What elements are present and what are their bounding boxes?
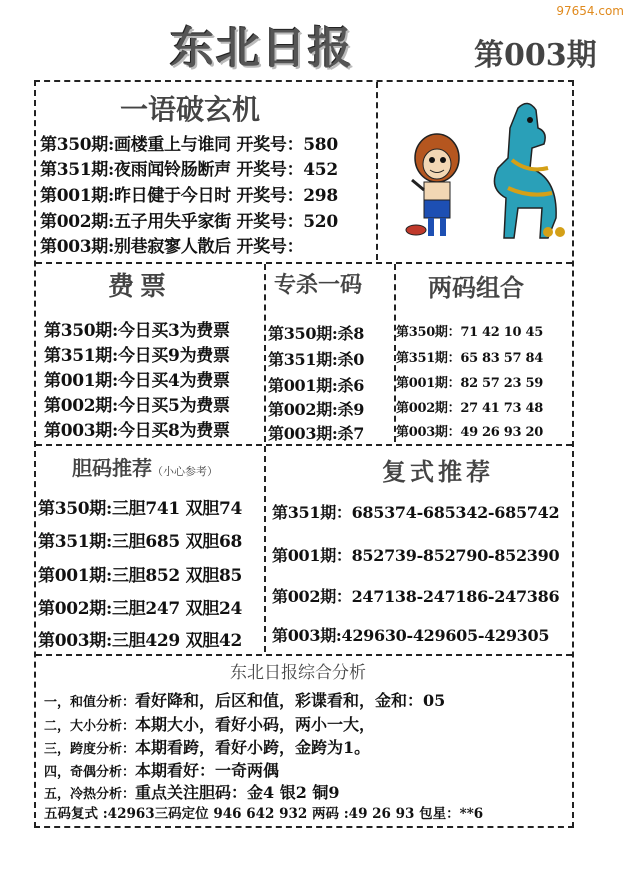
analysis-label: 五，冷热分析： (44, 787, 136, 802)
kill-row: 第003期:杀7 (268, 424, 365, 443)
section-divider (36, 654, 572, 656)
riddle-row: 第002期:五子用失乎家街 开奖号：520 (40, 212, 338, 232)
analysis-line (44, 780, 340, 803)
gallbladder-title-text: 胆码推荐 (72, 456, 152, 480)
analysis-text: 重点关注胆码：金4 银2 铜9 (135, 783, 340, 802)
riddle-row: 第003期:别巷寂寥人散后 开奖号： (40, 237, 304, 257)
section-divider (36, 444, 572, 446)
freeticket-row: 第002期:今日买5为费票 (44, 396, 230, 416)
issue-number: 第003期 (474, 38, 597, 73)
freeticket-row: 第001期:今日买4为费票 (44, 371, 230, 391)
analysis-footer: 五码复式 :42963三码定位 946 642 932 两码 :49 26 93 包星：**6 (44, 806, 484, 822)
analysis-label: 一，和值分析： (44, 695, 136, 710)
twocode-row: 第351期：65 83 57 84 (396, 351, 543, 366)
gallbladder-row: 第351期:三胆685 双胆68 (38, 532, 243, 552)
page-title: 东北日报 (170, 23, 354, 74)
twocode-row: 第002期：27 41 73 48 (396, 401, 543, 416)
analysis-line (44, 735, 370, 758)
analysis-text: 本期看跨，看好小跨，金跨为1。 (135, 738, 371, 757)
twocode-row: 第350期：71 42 10 45 (396, 325, 543, 340)
gallbladder-row: 第350期:三胆741 双胆74 (38, 499, 243, 519)
twocode-title: 两码组合 (428, 273, 524, 302)
divider-kill (264, 264, 266, 442)
analysis-label: 三，跨度分析： (44, 742, 136, 757)
twocode-row: 第001期：82 57 23 59 (396, 376, 543, 391)
analysis-label: 四，奇偶分析： (44, 765, 136, 780)
gallbladder-row: 第003期:三胆429 双胆42 (38, 631, 243, 651)
kill-row: 第002期:杀9 (268, 400, 365, 419)
gallbladder-note: （小心参考） (152, 465, 218, 478)
divider-compound (264, 446, 266, 652)
riddle-row: 第350期:画楼重上与谁同 开奖号：580 (40, 135, 338, 155)
twocode-row: 第003期：49 26 93 20 (396, 425, 543, 440)
kill-row: 第351期:杀0 (268, 350, 365, 369)
site-watermark: 97654.com (556, 4, 624, 18)
analysis-label: 二，大小分析： (44, 719, 136, 734)
gallbladder-row: 第001期:三胆852 双胆85 (38, 566, 243, 586)
riddle-title: 一语破玄机 (120, 93, 261, 126)
kill-row: 第350期:杀8 (268, 324, 365, 343)
freeticket-title: 费票 (108, 272, 173, 302)
gallbladder-title (72, 452, 218, 481)
compound-row: 第351期：685374-685342-685742 (272, 503, 560, 522)
kill-title: 专杀一码 (274, 272, 363, 298)
gallbladder-row: 第002期:三胆247 双胆24 (38, 599, 243, 619)
riddle-divider (376, 82, 378, 260)
analysis-text: 看好降和，后区和值，彩谍看和，金和：05 (135, 691, 446, 710)
analysis-text: 本期看好：一奇两偶 (135, 761, 280, 780)
analysis-line (44, 758, 279, 781)
analysis-line (44, 688, 445, 711)
analysis-line (44, 712, 375, 735)
analysis-text: 本期大小，看好小码，两小一大， (135, 715, 376, 734)
compound-title: 复式推荐 (382, 457, 494, 486)
analysis-title: 东北日报综合分析 (230, 663, 366, 683)
compound-row: 第003期:429630-429605-429305 (272, 626, 550, 645)
riddle-row: 第001期:昨日健于今日时 开奖号：298 (40, 186, 338, 206)
kill-row: 第001期:杀6 (268, 376, 365, 395)
freeticket-row: 第350期:今日买3为费票 (44, 321, 230, 341)
bronze-bird-illustration (478, 98, 570, 248)
monkey-illustration (402, 120, 472, 245)
freeticket-row: 第003期:今日买8为费票 (44, 421, 230, 441)
compound-row: 第002期：247138-247186-247386 (272, 587, 560, 606)
section-divider (36, 262, 572, 264)
compound-row: 第001期：852739-852790-852390 (272, 546, 560, 565)
riddle-row: 第351期:夜雨闻铃肠断声 开奖号：452 (40, 160, 338, 180)
freeticket-row: 第351期:今日买9为费票 (44, 346, 230, 366)
